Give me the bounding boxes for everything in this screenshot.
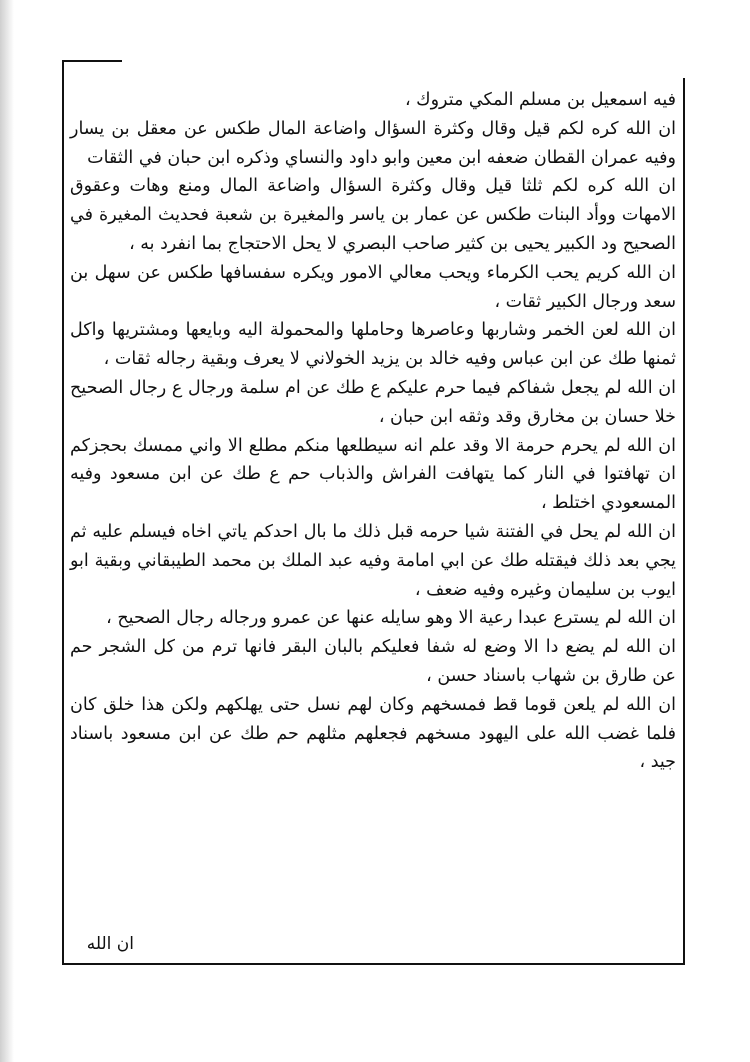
text-entry: ان الله كريم يحب الكرماء ويحب معالي الامور ويكره سفسافها طكس عن سهل بن سعد ورجال الكبير ثقات ، <box>70 262 676 312</box>
text-entry: ان الله كره لكم ثلثا قيل وقال وكثرة السؤال واضاعة المال ومنع وهات وعقوق الامهات ووأد البنات طكس عن عمار بن ياسر والمغيرة بن شعبة فحديث المغيرة في الصحيح ود الكبير يحيى بن كثير صاحب البصري لا يحل الاحتجاج بما انفرد به ، <box>70 176 676 254</box>
catchword: ان الله <box>86 934 134 954</box>
text-entry: ان الله لم يسترع عبدا رعية الا وهو سايله عنها عن عمرو ورجاله رجال الصحيح ، <box>106 608 676 629</box>
page-fold-shadow <box>0 0 14 1062</box>
manuscript-text-block <box>70 86 676 954</box>
text-entry: ان الله كره لكم قيل وقال وكثرة السؤال واضاعة المال طكس عن معقل بن يسار وفيه عمران القطان ضعفه ابن معين وابو داود والنساي وذكره ابن حبان في الثقات <box>70 118 676 168</box>
text-entry: ان الله لم يضع دا الا وضع له شفا فعليكم بالبان البقر فانها ترم من كل الشجر حم عن طارق بن شهاب باسناد حسن ، <box>70 637 676 686</box>
text-entry: ان الله لعن الخمر وشاربها وعاصرها وحاملها والمحمولة اليه وبايعها ومشتريها واكل ثمنها طك عن ابن عباس وفيه خالد بن يزيد الخولاني لا يعرف وبقية رجاله ثقات ، <box>70 320 676 370</box>
margin-rule-right <box>683 78 685 965</box>
text-entry: ان الله لم يلعن قوما قط فمسخهم وكان لهم نسل حتى يهلكهم ولكن هذا خلق كان فلما غضب الله على اليهود مسخهم فجعلهم مثلهم حم طك عن ابن مسعود باسناد جيد ، <box>70 694 676 773</box>
text-entry: فيه اسمعيل بن مسلم المكي متروك ، <box>404 90 676 110</box>
text-entry: ان الله لم يجعل شفاكم فيما حرم عليكم ع طك عن ام سلمة ورجال ع رجال الصحيح خلا حسان بن مخارق وقد وثقه ابن حبان ، <box>70 377 676 427</box>
text-entry: ان الله لم يحرم حرمة الا وقد علم انه سيطلعها منكم مطلع الا واني ممسك بحجزكم ان تهافتوا في النار كما يتهافت الفراش والذباب حم ع طك عن ابن مسعود وفيه المسعودي اختلط ، <box>70 435 676 514</box>
margin-rule-bottom <box>62 963 685 965</box>
text-entry: ان الله لم يحل في الفتنة شيا حرمه قبل ذلك ما بال احدكم ياتي اخاه فيسلم عليه ثم يجي بعد ذلك فيقتله طك عن ابي امامة وفيه عبد الملك بن محمد الطيبقاني وبقية ابو ايوب بن سليمان وغيره وفيه ضعف ، <box>70 521 676 600</box>
margin-rule-left <box>62 60 64 965</box>
margin-rule-top <box>62 60 122 62</box>
